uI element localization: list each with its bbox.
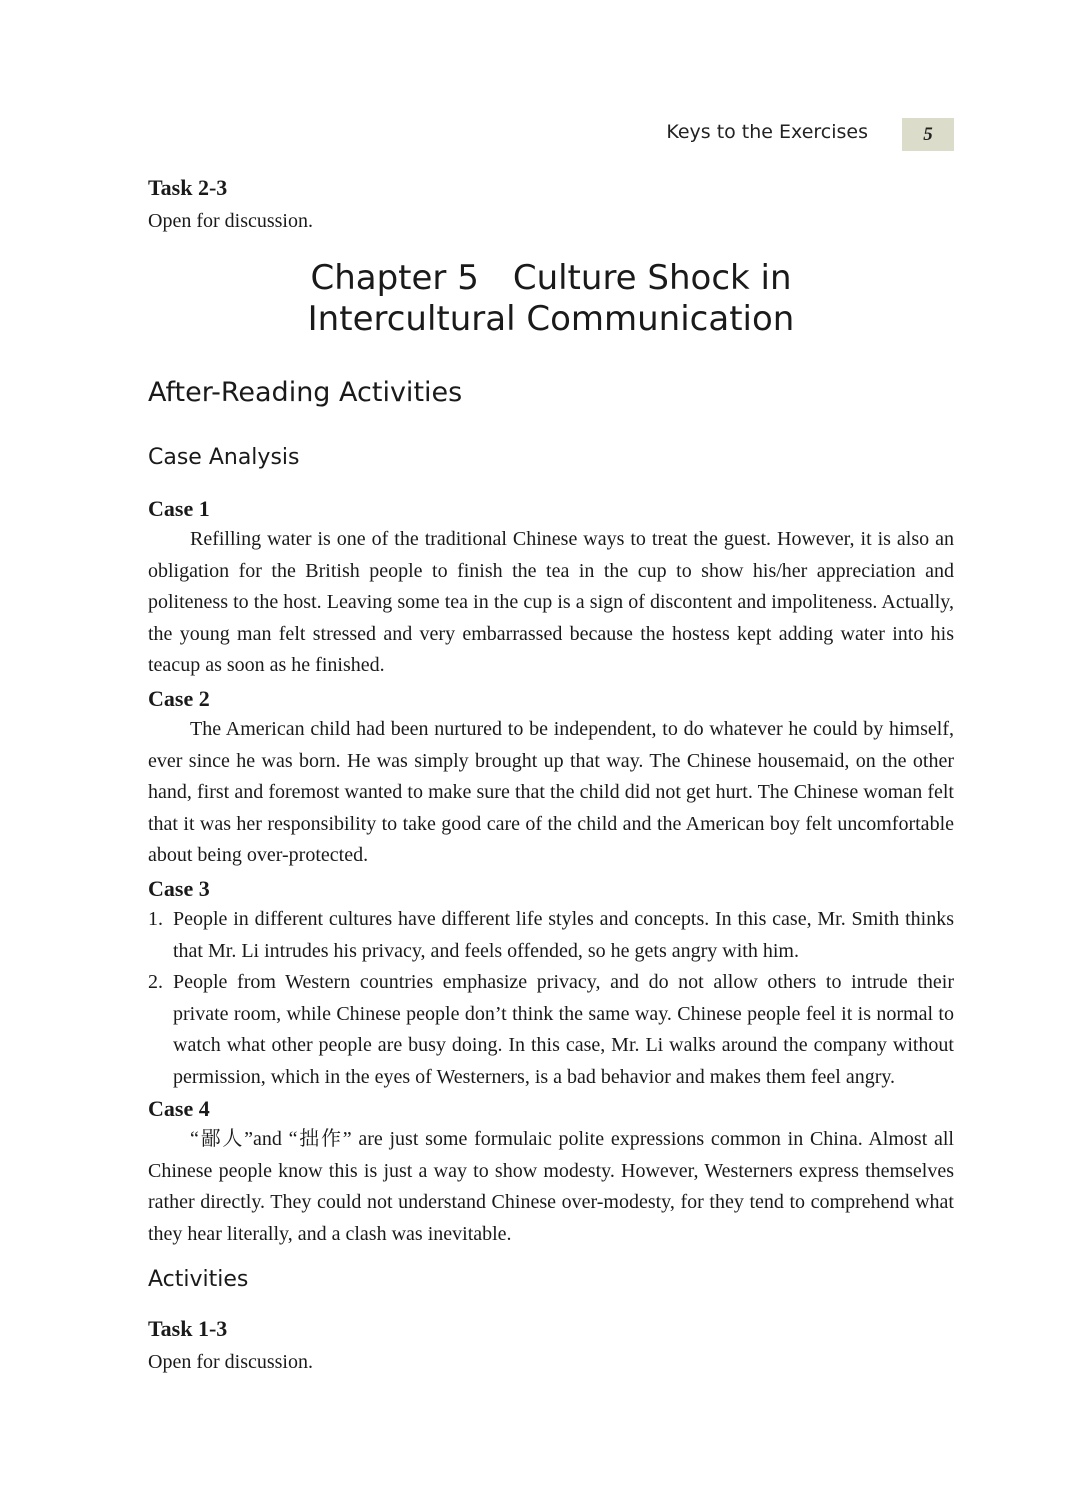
case-2-block bbox=[148, 684, 954, 872]
case-4-heading: Case 4 bbox=[148, 1096, 210, 1121]
task-2-3-block bbox=[148, 173, 954, 236]
list-item bbox=[148, 967, 954, 1093]
case-1-heading: Case 1 bbox=[148, 496, 210, 521]
subsection-heading-activities: Activities bbox=[148, 1267, 249, 1292]
case-3-block bbox=[148, 874, 954, 1093]
task-1-3-block bbox=[148, 1314, 954, 1377]
chapter-title-line1: Chapter 5 Culture Shock in bbox=[310, 258, 792, 298]
case-1-text: Refilling water is one of the traditional Chinese ways to treat the guest. However, it is also an obligation for the British people to finish the tea in the cup to show his/her appreciation and politeness to the host. Leaving some tea in the cup is a sign of discontent and impoliteness. Actually, the young man felt stressed and very embarrassed because the hostess kept adding water into his teacup as soon as he finished. bbox=[148, 528, 954, 676]
list-item bbox=[148, 904, 954, 967]
section-heading-after-reading: After-Reading Activities bbox=[148, 377, 463, 408]
case-4-block bbox=[148, 1094, 954, 1250]
case-2-text: The American child had been nurtured to be independent, to do whatever he could by himself, ever since he was born. He was simply brought up that way. The Chinese housemaid, on the other hand, first and foremost wanted to make sure that the child did not get hurt. The Chinese woman felt that it was her responsibility to take good care of the child and the American boy felt uncomfortable about being over-protected. bbox=[148, 718, 954, 866]
case-3-list bbox=[148, 904, 954, 1093]
chapter-title bbox=[148, 258, 954, 340]
case-4-text: “鄙人”and “拙作” are just some formulaic polite expressions common in China. Almost all Chinese people know this is just a way to show modesty. However, Westerners express themselves rather directly. They could not understand Chinese over-modesty, for they tend to comprehend what they hear literally, and a clash was inevitable. bbox=[148, 1128, 954, 1245]
list-item-number: 2. bbox=[148, 971, 163, 993]
case-2-heading: Case 2 bbox=[148, 686, 210, 711]
task-1-3-text: Open for discussion. bbox=[148, 1351, 313, 1373]
list-item-text: People from Western countries emphasize privacy, and do not allow others to intrude their private room, while Chinese people don’t think the same way. Chinese people feel it is normal to watch what other people are busy doing. In this case, Mr. Li walks around the company without permission, which in the eyes of Westerners, is a bad behavior and makes them feel angry. bbox=[173, 971, 954, 1088]
page-number: 5 bbox=[902, 118, 954, 151]
task-2-3-heading: Task 2-3 bbox=[148, 175, 228, 200]
task-1-3-heading: Task 1-3 bbox=[148, 1316, 228, 1341]
running-head-title: Keys to the Exercises bbox=[666, 121, 868, 143]
case-1-block bbox=[148, 494, 954, 682]
task-2-3-text: Open for discussion. bbox=[148, 210, 313, 232]
list-item-number: 1. bbox=[148, 908, 163, 930]
chapter-title-line2: Intercultural Communication bbox=[307, 299, 795, 339]
case-3-heading: Case 3 bbox=[148, 876, 210, 901]
list-item-text: People in different cultures have different life styles and concepts. In this case, Mr. Smith thinks that Mr. Li intrudes his privacy, and feels offended, so he gets angry with him. bbox=[173, 908, 954, 962]
subsection-heading-case-analysis: Case Analysis bbox=[148, 445, 300, 470]
running-head bbox=[600, 118, 954, 152]
